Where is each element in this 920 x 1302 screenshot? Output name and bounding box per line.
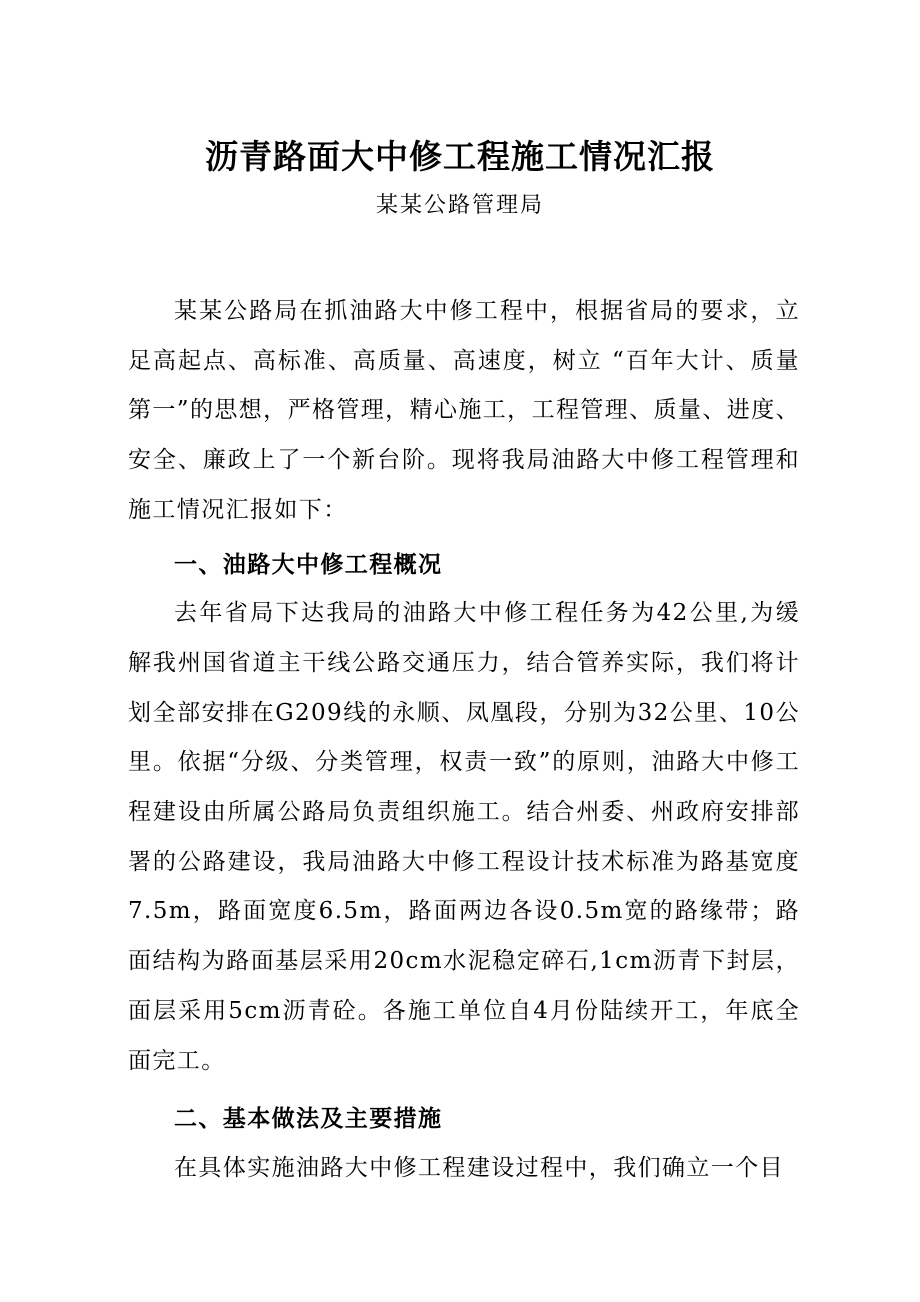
section-1-paragraph: 去年省局下达我局的油路大中修工程任务为42公里,为缓解我州国省道主干线公路交通压力，结合管养实际，我们将计划全部安排在G209线的永顺、凤凰段，分别为32公里、10公里。依据“分级、分类管理，权责一致”的原则，油路大中修工程建设由所属公路局负责组织施工。结合州委、州政府安排部署的公路建设，我局油路大中修工程设计技术标准为路基宽度7.5m，路面宽度6.5m，路面两边各设0.5m宽的路缘带；路面结构为路面基层采用20cm水泥稳定碎石,1cm沥青下封层，面层采用5cm沥青砼。各施工单位自4月份陆续开工，年底全面完工。 xyxy=(128,600,800,1074)
section-2-paragraph: 在具体实施油路大中修工程建设过程中，我们确立一个目 xyxy=(174,1154,784,1181)
document-body xyxy=(128,287,800,1194)
document-subtitle: 某某公路管理局 xyxy=(375,193,544,218)
section-1-heading: 一、油路大中修工程概况 xyxy=(174,550,443,578)
intro-paragraph: 某某公路局在抓油路大中修工程中，根据省局的要求，立足高起点、高标准、高质量、高速度，树立 “百年大计、质量第一”的思想，严格管理，精心施工，工程管理、质量、进度、安全、廉政上了一个新台阶。现将我局油路大中修工程管理和施工情况汇报如下： xyxy=(128,298,800,523)
section-2-heading: 二、基本做法及主要措施 xyxy=(174,1105,443,1133)
document-title: 沥青路面大中修工程施工情况汇报 xyxy=(205,137,715,176)
